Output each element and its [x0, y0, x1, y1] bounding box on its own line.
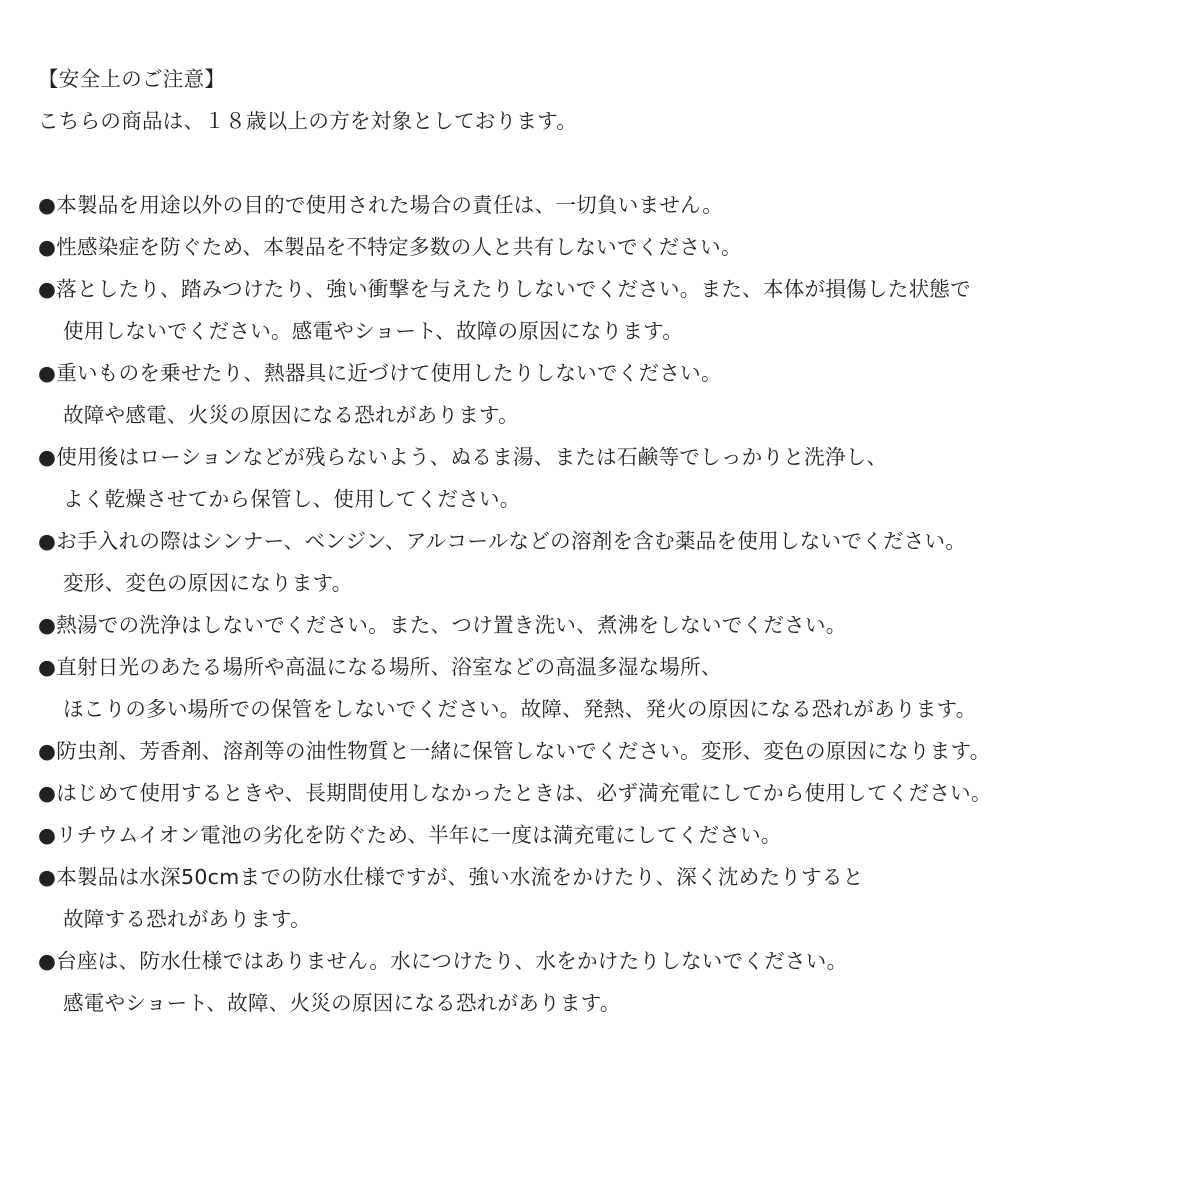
- notice-item-line: [38, 268, 1178, 310]
- notice-list: [38, 184, 1178, 1024]
- notice-item-text: 直射日光のあたる場所や高温になる場所、浴室などの高温多湿な場所、: [56, 655, 722, 679]
- notice-item-line: [38, 352, 1178, 394]
- notice-item-continuation: [38, 562, 1178, 604]
- notice-item: [38, 856, 1178, 940]
- bullet-icon: ●: [38, 949, 57, 973]
- notice-item: [38, 226, 1178, 268]
- bullet-icon: ●: [38, 655, 57, 679]
- bullet-icon: ●: [38, 739, 57, 763]
- bullet-icon: ●: [38, 865, 57, 889]
- notice-item-continuation: [38, 982, 1178, 1024]
- bullet-icon: ●: [38, 361, 57, 385]
- notice-item-text: お手入れの際はシンナー、ベンジン、アルコールなどの溶剤を含む薬品を使用しないでください。: [56, 529, 967, 553]
- notice-item: [38, 730, 1178, 772]
- notice-item-line: [38, 184, 1178, 226]
- notice-item-line: [38, 604, 1178, 646]
- notice-item-line: [38, 772, 1178, 814]
- notice-item-continuation: [38, 310, 1178, 352]
- bullet-icon: ●: [38, 781, 57, 805]
- notice-item: [38, 814, 1178, 856]
- notice-item-text: 故障や感電、火災の原因になる恐れがあります。: [63, 403, 519, 427]
- notice-item-continuation: [38, 898, 1178, 940]
- notice-item-text: 落としたり、踏みつけたり、強い衝撃を与えたりしないでください。また、本体が損傷した状態で: [56, 277, 971, 301]
- notice-item-continuation: [38, 688, 1178, 730]
- notice-item-text: 防虫剤、芳香剤、溶剤等の油性物質と一緒に保管しないでください。変形、変色の原因になります。: [56, 739, 991, 763]
- bullet-icon: ●: [38, 277, 57, 301]
- bullet-icon: ●: [38, 613, 57, 637]
- notice-item: [38, 940, 1178, 1024]
- notice-item-text: 熱湯での洗浄はしないでください。また、つけ置き洗い、煮沸をしないでください。: [56, 613, 847, 637]
- notice-item: [38, 268, 1178, 352]
- bullet-icon: ●: [38, 445, 57, 469]
- bullet-icon: ●: [38, 823, 57, 847]
- notice-item-text: 本製品を用途以外の目的で使用された場合の責任は、一切負いません。: [56, 193, 724, 217]
- notice-item-line: [38, 940, 1178, 982]
- notice-item-text: 使用後はローションなどが残らないよう、ぬるま湯、または石鹸等でしっかりと洗浄し、: [56, 445, 888, 469]
- notice-item-continuation: [38, 394, 1178, 436]
- bullet-icon: ●: [38, 235, 57, 259]
- notice-item: [38, 436, 1178, 520]
- notice-item-line: [38, 226, 1178, 268]
- notice-item-text: よく乾燥させてから保管し、使用してください。: [63, 487, 521, 511]
- notice-item-line: [38, 814, 1178, 856]
- notice-item: [38, 604, 1178, 646]
- notice-item-text: 台座は、防水仕様ではありません。水につけたり、水をかけたりしないでください。: [56, 949, 848, 973]
- notice-item-text: はじめて使用するときや、長期間使用しなかったときは、必ず満充電にしてから使用してください。: [56, 781, 992, 805]
- bullet-icon: ●: [38, 193, 57, 217]
- bullet-icon: ●: [38, 529, 57, 553]
- notice-item-text: 変形、変色の原因になります。: [63, 571, 353, 595]
- notice-item: [38, 772, 1178, 814]
- notice-intro: こちらの商品は、１８歳以上の方を対象としております。: [38, 109, 578, 133]
- notice-item-text: 本製品は水深50cmまでの防水仕様ですが、強い水流をかけたり、深く沈めたりすると: [56, 865, 864, 889]
- notice-heading: 【安全上のご注意】: [38, 67, 226, 91]
- notice-item-text: 故障する恐れがあります。: [63, 907, 311, 931]
- notice-item-line: [38, 856, 1178, 898]
- notice-item: [38, 352, 1178, 436]
- notice-item-text: 使用しないでください。感電やショート、故障の原因になります。: [63, 319, 684, 343]
- notice-item: [38, 646, 1178, 730]
- notice-item-line: [38, 730, 1178, 772]
- notice-item: [38, 184, 1178, 226]
- notice-item-text: 性感染症を防ぐため、本製品を不特定多数の人と共有しないでください。: [56, 235, 742, 259]
- safety-notice-document: [38, 58, 1178, 1024]
- notice-item-text: リチウムイオン電池の劣化を防ぐため、半年に一度は満充電にしてください。: [56, 823, 782, 847]
- notice-item-line: [38, 646, 1178, 688]
- notice-item: [38, 520, 1178, 604]
- notice-item-text: 感電やショート、故障、火災の原因になる恐れがあります。: [63, 991, 621, 1015]
- notice-item-continuation: [38, 478, 1178, 520]
- notice-item-line: [38, 436, 1178, 478]
- spacer: [38, 142, 1178, 184]
- notice-item-text: 重いものを乗せたり、熱器具に近づけて使用したりしないでください。: [56, 361, 722, 385]
- notice-item-text: ほこりの多い場所での保管をしないでください。故障、発熱、発火の原因になる恐れがあります。: [63, 697, 977, 721]
- notice-item-line: [38, 520, 1178, 562]
